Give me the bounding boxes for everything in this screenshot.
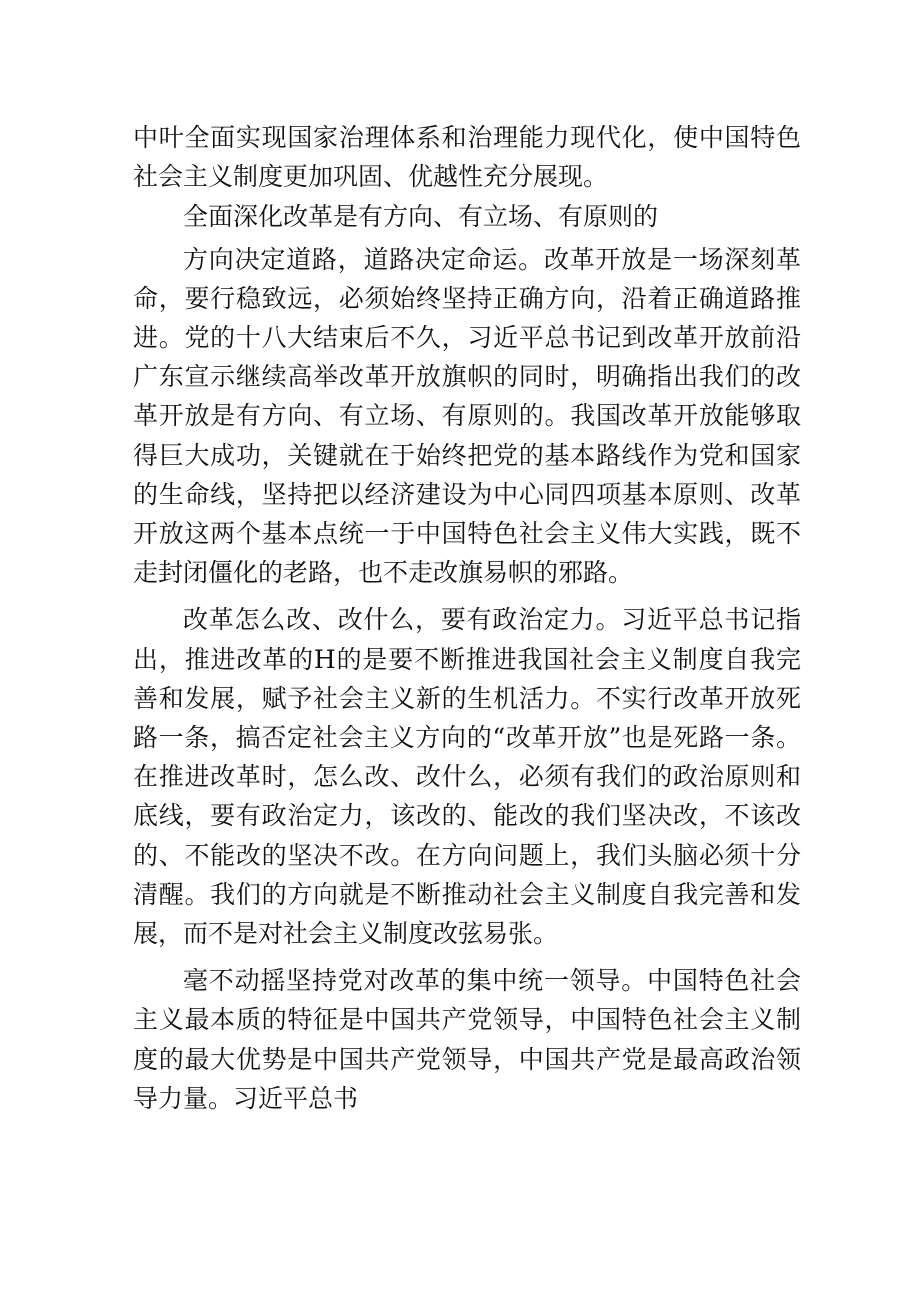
paragraph: 方向决定道路，道路决定命运。改革开放是一场深刻革命，要行稳致远，必须始终坚持正确方向，沿着正确道路推进。党的十八大结束后不久，习近平总书记到改革开放前沿广东宣示继续高举改革开放旗帜的同时，明确指出我们的改革开放是有方向、有立场、有原则的。我国改革开放能够取得巨大成功，关键就在于始终把党的基本路线作为党和国家的生命线，坚持把以经济建设为中心同四项基本原则、改革开放这两个基本点统一于中国特色社会主义伟大实践，既不走封闭僵化的老路，也不走改旗易帜的邪路。: [133, 244, 801, 588]
paragraph-continuation: 中叶全面实现国家治理体系和治理能力现代化，使中国特色社会主义制度更加巩固、优越性充分展现。: [133, 123, 801, 192]
paragraph: 毫不动摇坚持党对改革的集中统一领导。中国特色社会主义最本质的特征是中国共产党领导，中国特色社会主义制度的最大优势是中国共产党领导，中国共产党是最高政治领导力量。习近平总书: [133, 966, 801, 1113]
paragraph: 改革怎么改、改什么，要有政治定力。习近平总书记指出，推进改革的H的是要不断推进我国社会主义制度自我完善和发展，赋予社会主义新的生机活力。不实行改革开放死路一条，搞否定社会主义方向的“改革开放”也是死路一条。在推进改革时，怎么改、改什么，必须有我们的政治原则和底线，要有政治定力，该改的、能改的我们坚决改，不该改的、不能改的坚决不改。在方向问题上，我们头脑必须十分清醒。我们的方向就是不断推动社会主义制度自我完善和发展，而不是对社会主义制度改弦易张。: [133, 605, 801, 949]
section-heading: 全面深化改革是有方向、有立场、有原则的: [183, 202, 659, 232]
body-text: [133, 118, 801, 1118]
